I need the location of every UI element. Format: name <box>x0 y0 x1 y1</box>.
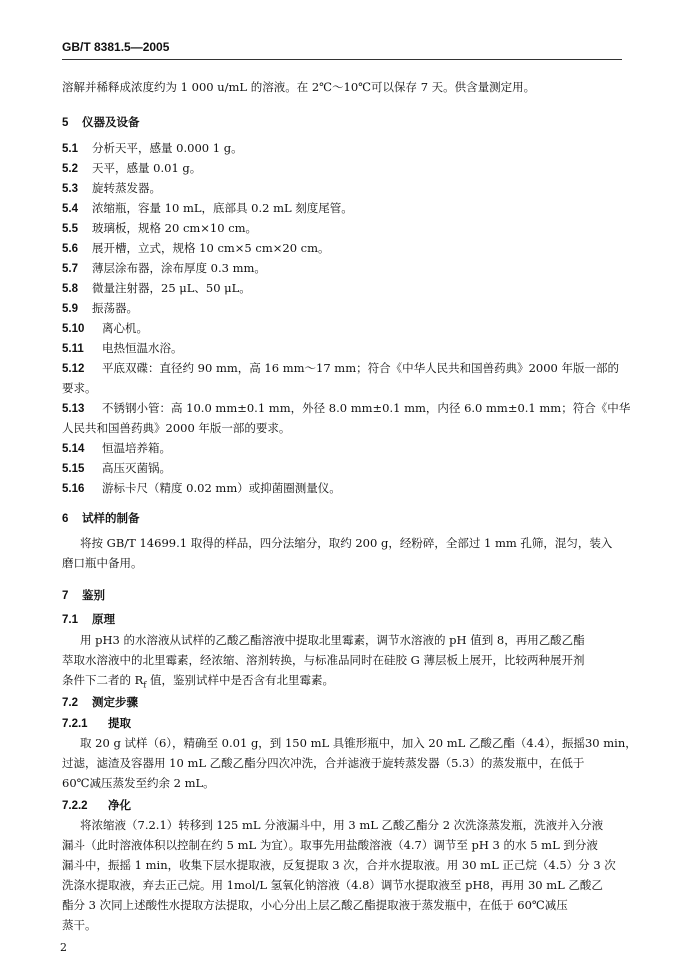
clause-7-1-heading <box>62 614 115 627</box>
item-5-2 <box>62 163 201 176</box>
item-number: 5.14 <box>62 443 85 455</box>
item-text: 玻璃板，规格 20 cm×10 cm。 <box>92 221 258 235</box>
item-text: 旋转蒸发器。 <box>92 181 161 195</box>
clause-7-2-2-line-4: 洗涤水提取液，弃去正己烷。用 1mol/L 氢氧化钠溶液（4.8）调节水提取液至 pH8，再用 30 mL 乙酸乙 <box>62 878 603 892</box>
item-5-13 <box>62 403 630 416</box>
section-6-title <box>62 514 140 526</box>
item-5-15 <box>62 463 171 476</box>
clause-7-2-2-line-5: 酯分 3 次同上述酸性水提取方法提取，小心分出上层乙酸乙酯提取液于蒸发瓶中，在低于 60℃减压 <box>62 898 568 912</box>
item-5-8 <box>62 283 251 296</box>
clause-title: 测定步骤 <box>92 695 138 709</box>
item-5-13-cont: 人民共和国兽药典》2000 年版一部的要求。 <box>62 421 291 435</box>
section-number: 6 <box>62 513 69 525</box>
section-6-line-1: 将按 GB/T 14699.1 取得的样品，四分法缩分，取约 200 g，经粉碎，全部过 1 mm 孔筛，混匀，装入 <box>80 536 613 550</box>
item-text: 微量注射器，25 μL、50 μL。 <box>92 281 251 295</box>
text-run: 值，鉴别试样中是否含有北里霉素。 <box>146 673 334 687</box>
item-text: 电热恒温水浴。 <box>102 341 183 355</box>
section-number: 7 <box>62 590 69 602</box>
item-number: 5.5 <box>62 223 78 235</box>
item-number: 5.12 <box>62 363 85 375</box>
item-5-6 <box>62 243 330 256</box>
section-5-title <box>62 118 140 130</box>
item-text: 不锈钢小管：高 10.0 mm±0.1 mm，外径 8.0 mm±0.1 mm，内径 6.0 mm±0.1 mm；符合《中华 <box>102 401 631 415</box>
clause-7-2-2-line-1: 将浓缩液（7.2.1）转移到 125 mL 分液漏斗中，用 3 mL 乙酸乙酯分 2 次洗涤蒸发瓶，洗液并入分液 <box>80 818 604 832</box>
clause-7-1-line-1: 用 pH3 的水溶液从试样的乙酸乙酯溶液中提取北里霉素，调节水溶液的 pH 值到 8，再用乙酸乙酯 <box>80 633 585 647</box>
item-text: 展开槽，立式，规格 10 cm×5 cm×20 cm。 <box>92 241 330 255</box>
section-title: 鉴别 <box>82 590 105 602</box>
section-6-line-2: 磨口瓶中备用。 <box>62 556 143 570</box>
clause-7-2-2-heading <box>62 800 131 813</box>
clause-7-2-1-line-2: 过滤，滤渣及容器用 10 mL 乙酸乙酯分四次冲洗，合并滤液于旋转蒸发器（5.3）的蒸发瓶中，在低于 <box>62 756 585 770</box>
item-5-4 <box>62 203 353 216</box>
page-number: 2 <box>60 941 67 954</box>
item-number: 5.11 <box>62 343 84 355</box>
item-text: 平底双碟：直径约 90 mm，高 16 mm～17 mm；符合《中华人民共和国兽药典》2000 年版一部的 <box>102 361 620 375</box>
clause-7-2-2-line-2: 漏斗（此时溶液体积以控制在约 5 mL 为宜）。取事先用盐酸溶液（4.7）调节至 pH 3 的水 5 mL 到分液 <box>62 838 598 852</box>
clause-7-2-heading <box>62 697 138 710</box>
item-text: 高压灭菌锅。 <box>102 461 171 475</box>
item-number: 5.7 <box>62 263 78 275</box>
item-number: 5.8 <box>62 283 78 295</box>
item-5-10 <box>62 323 148 336</box>
item-text: 离心机。 <box>102 321 148 335</box>
item-number: 5.10 <box>62 323 85 335</box>
header-rule <box>62 59 622 60</box>
clause-title: 原理 <box>92 612 115 626</box>
intro-line: 溶解并稀释成浓度约为 1 000 u/mL 的溶液。在 2℃～10℃可以保存 7 天。供含量测定用。 <box>62 80 536 94</box>
item-number: 5.6 <box>62 243 78 255</box>
item-number: 5.2 <box>62 163 78 175</box>
clause-7-2-2-line-6: 蒸干。 <box>62 918 97 932</box>
item-number: 5.4 <box>62 203 78 215</box>
item-5-11 <box>62 343 183 356</box>
clause-7-1-line-3 <box>62 675 334 689</box>
item-text: 分析天平，感量 0.000 1 g。 <box>92 141 243 155</box>
section-title: 试样的制备 <box>82 513 140 525</box>
item-text: 游标卡尺（精度 0.02 mm）或抑菌圈测量仪。 <box>102 481 341 495</box>
section-7-title <box>62 591 105 603</box>
item-5-7 <box>62 263 266 276</box>
item-number: 5.15 <box>62 463 85 475</box>
item-number: 5.16 <box>62 483 85 495</box>
clause-7-2-1-line-1: 取 20 g 试样（6），精确至 0.01 g，到 150 mL 具锥形瓶中，加入 20 mL 乙酸乙酯（4.4），振摇30 min， <box>80 736 637 750</box>
clause-7-2-2-line-3: 漏斗中，振摇 1 min，收集下层水提取液，反复提取 3 次，合并水提取液。用 30 mL 正己烷（4.5）分 3 次 <box>62 858 616 872</box>
item-number: 5.3 <box>62 183 78 195</box>
clause-7-2-1-heading <box>62 718 131 731</box>
item-5-3 <box>62 183 161 196</box>
item-number: 5.9 <box>62 303 78 315</box>
clause-number: 7.1 <box>62 614 78 626</box>
item-text: 振荡器。 <box>92 301 138 315</box>
subscript-f: f <box>143 680 147 690</box>
clause-7-2-1-line-3: 60℃减压蒸发至约余 2 mL。 <box>62 776 215 790</box>
item-5-16 <box>62 483 341 496</box>
item-text: 薄层涂布器，涂布厚度 0.3 mm。 <box>92 261 266 275</box>
standard-code: GB/T 8381.5—2005 <box>62 40 170 54</box>
item-number: 5.1 <box>62 143 78 155</box>
item-5-1 <box>62 143 243 156</box>
section-title: 仪器及设备 <box>82 117 140 129</box>
item-5-12-cont: 要求。 <box>62 381 97 395</box>
section-number: 5 <box>62 117 69 129</box>
clause-number: 7.2 <box>62 697 78 709</box>
item-text: 恒温培养箱。 <box>102 441 171 455</box>
clause-7-1-line-2: 萃取水溶液中的北里霉素，经浓缩、溶剂转换，与标准品同时在硅胶 G 薄层板上展开，比较两种展开剂 <box>62 653 585 667</box>
item-text: 浓缩瓶，容量 10 mL，底部具 0.2 mL 刻度尾管。 <box>92 201 353 215</box>
item-5-12 <box>62 363 619 376</box>
item-text: 天平，感量 0.01 g。 <box>92 161 202 175</box>
item-5-14 <box>62 443 171 456</box>
clause-number: 7.2.1 <box>62 718 88 730</box>
clause-number: 7.2.2 <box>62 800 88 812</box>
clause-title: 净化 <box>108 798 131 812</box>
item-5-5 <box>62 223 257 236</box>
item-number: 5.13 <box>62 403 85 415</box>
text-run: 条件下二者的 R <box>62 673 144 687</box>
item-5-9 <box>62 303 138 316</box>
clause-title: 提取 <box>108 716 131 730</box>
